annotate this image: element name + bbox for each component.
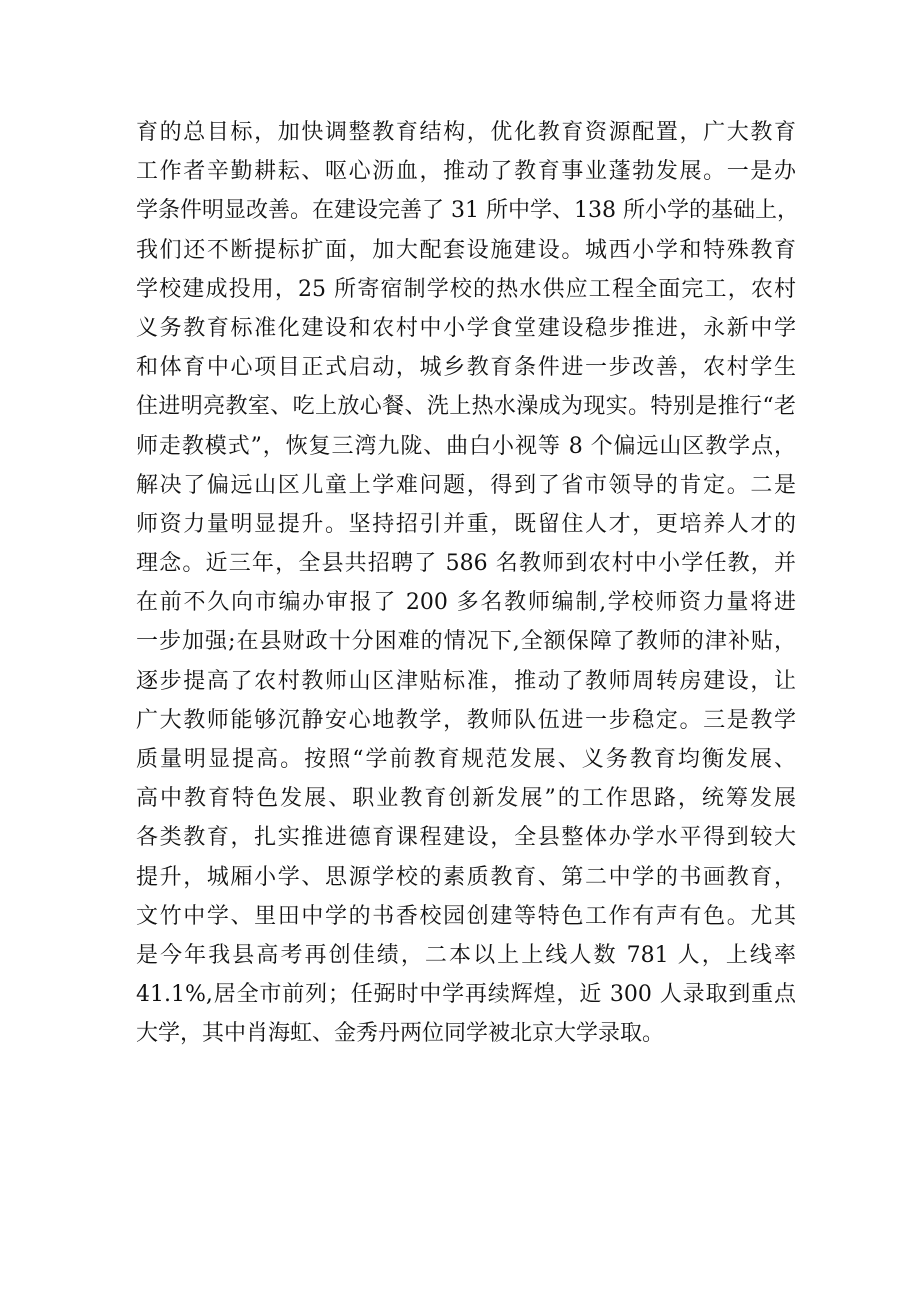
text-line: 工作者辛勤耕耘、呕心沥血，推动了教育事业蓬勃发展。一是办 [136,159,796,185]
text-line: 育的总目标，加快调整教育结构，优化教育资源配置，广大教育 [136,120,796,145]
text-line: 我们还不断提标扩面，加大配套设施建设。城西小学和特殊教育 [136,237,796,263]
text-line: 学条件明显改善。在建设完善了 31 所中学、138 所小学的基础上， [136,198,799,224]
text-line: 和体育中心项目正式启动，城乡教育条件进一步改善，农村学生 [136,355,796,381]
text-line: 住进明亮教室、吃上放心餐、洗上热水澡成为现实。特别是推行“老 [136,394,796,420]
text-line: 学校建成投用，25 所寄宿制学校的热水供应工程全面完工，农村 [136,276,796,302]
text-line: 是今年我县高考再创佳绩，二本以上上线人数 781 人，上线率 [136,942,796,968]
text-line: 义务教育标准化建设和农村中小学食堂建设稳步推进，永新中学 [136,315,796,341]
text-line: 41.1%,居全市前列；任弼时中学再续辉煌，近 300 人录取到重点 [136,982,796,1008]
text-line: 文竹中学、里田中学的书香校园创建等特色工作有声有色。尤其 [136,903,796,929]
text-line: 质量明显提高。按照“学前教育规范发展、义务教育均衡发展、 [136,747,796,772]
text-line: 解决了偏远山区儿童上学难问题，得到了省市领导的肯定。二是 [136,472,796,498]
text-line: 师走教模式”，恢复三湾九陇、曲白小视等 8 个偏远山区教学点， [136,433,796,459]
text-line: 广大教师能够沉静安心地教学，教师队伍进一步稳定。三是教学 [136,707,796,733]
text-line: 逐步提高了农村教师山区津贴标准，推动了教师周转房建设，让 [136,668,796,694]
body-paragraph [136,113,799,1054]
text-line: 大学，其中肖海虹、金秀丹两位同学被北京大学录取。 [136,1021,665,1047]
text-line: 师资力量明显提升。坚持招引并重，既留住人才，更培养人才的 [136,511,796,537]
text-line: 在前不久向市编办审报了 200 多名教师编制,学校师资力量将进 [136,590,796,616]
text-line: 提升，城厢小学、思源学校的素质教育、第二中学的书画教育， [136,864,796,890]
text-line: 各类教育，扎实推进德育课程建设，全县整体办学水平得到较大 [136,825,796,851]
text-line: 理念。近三年，全县共招聘了 586 名教师到农村中小学任教，并 [136,551,796,577]
text-line: 高中教育特色发展、职业教育创新发展”的工作思路，统筹发展 [136,786,796,812]
text-line: 一步加强;在县财政十分困难的情况下,全额保障了教师的津补贴， [136,629,796,655]
